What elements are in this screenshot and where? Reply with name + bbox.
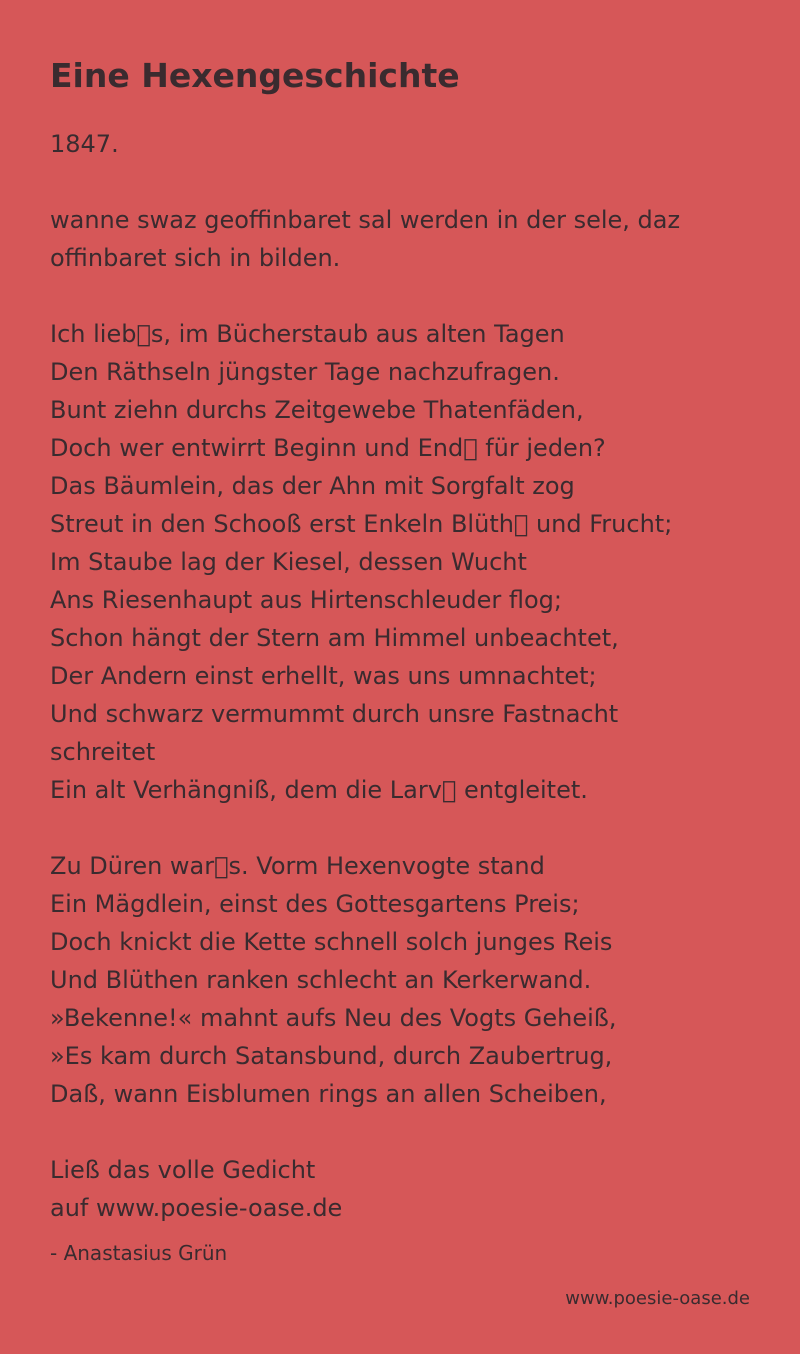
verse-line: Das Bäumlein, das der Ahn mit Sorgfalt zog bbox=[50, 472, 575, 500]
website-watermark: www.poesie-oase.de bbox=[565, 1288, 750, 1309]
verse-line: »Bekenne!« mahnt aufs Neu des Vogts Geheiß, bbox=[50, 1004, 617, 1032]
blank-line bbox=[50, 1113, 750, 1151]
verse-line: Bunt ziehn durchs Zeitgewebe Thatenfäden, bbox=[50, 396, 584, 424]
blank-line bbox=[50, 277, 750, 315]
blank-line bbox=[50, 809, 750, 847]
verse-line: schreitet bbox=[50, 738, 156, 766]
verse-line: Der Andern einst erhellt, was uns umnachtet; bbox=[50, 662, 597, 690]
verse-line: Und Blüthen ranken schlecht an Kerkerwand. bbox=[50, 966, 592, 994]
verse-line: Doch wer entwirrt Beginn und End  für jeden? bbox=[50, 434, 606, 462]
read-more-link[interactable]: auf www.poesie-oase.de bbox=[50, 1194, 343, 1222]
motto-line: wanne swaz geoffinbaret sal werden in der sele, daz bbox=[50, 206, 681, 234]
read-more-line: Ließ das volle Gedicht bbox=[50, 1156, 316, 1184]
verse-line: Ans Riesenhaupt aus Hirtenschleuder flog; bbox=[50, 586, 562, 614]
verse-line: Ein alt Verhängniß, dem die Larv  entgleitet. bbox=[50, 776, 588, 804]
verse-line: Im Staube lag der Kiesel, dessen Wucht bbox=[50, 548, 527, 576]
motto-line: offinbaret sich in bilden. bbox=[50, 244, 341, 272]
verse-line: Streut in den Schooß erst Enkeln Blüth  und Frucht; bbox=[50, 510, 673, 538]
poem-body bbox=[50, 125, 750, 1227]
poem-title: Eine Hexengeschichte bbox=[50, 56, 460, 95]
verse-line: Zu Düren war s. Vorm Hexenvogte stand bbox=[50, 852, 545, 880]
verse-line: Schon hängt der Stern am Himmel unbeachtet, bbox=[50, 624, 619, 652]
verse-line: »Es kam durch Satansbund, durch Zaubertrug, bbox=[50, 1042, 613, 1070]
poem-author: - Anastasius Grün bbox=[50, 1241, 228, 1265]
verse-line: Ein Mägdlein, einst des Gottesgartens Preis; bbox=[50, 890, 580, 918]
verse-line: Ich lieb s, im Bücherstaub aus alten Tagen bbox=[50, 320, 565, 348]
poem-year: 1847. bbox=[50, 130, 119, 158]
blank-line bbox=[50, 163, 750, 201]
verse-line: Daß, wann Eisblumen rings an allen Scheiben, bbox=[50, 1080, 607, 1108]
verse-line: Und schwarz vermummt durch unsre Fastnacht bbox=[50, 700, 619, 728]
verse-line: Doch knickt die Kette schnell solch junges Reis bbox=[50, 928, 613, 956]
verse-line: Den Räthseln jüngster Tage nachzufragen. bbox=[50, 358, 560, 386]
